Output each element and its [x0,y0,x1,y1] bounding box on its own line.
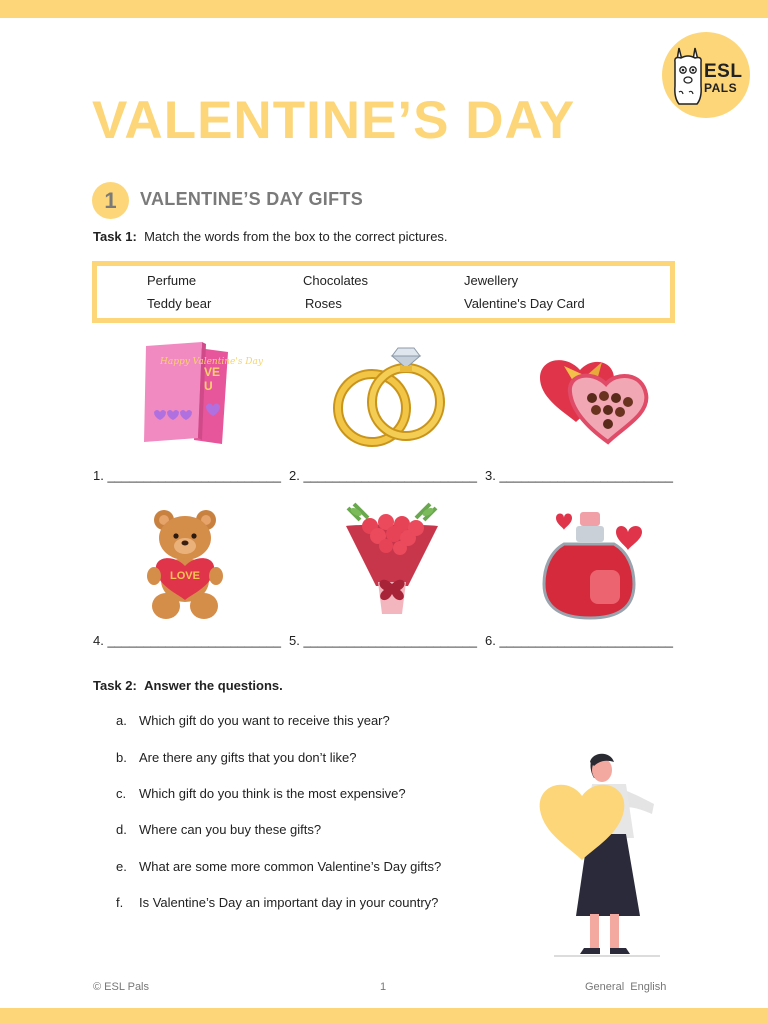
question-letter: e. [116,859,127,874]
section-number-badge: 1 [92,182,129,219]
bottom-band [0,1008,768,1024]
question-letter: f. [116,895,124,910]
word-valentines-card: Valentine's Day Card [464,296,585,311]
answer-blank-1[interactable]: 1. ________________________ [93,468,281,483]
question-letter: b. [116,750,127,765]
answer-blank-5[interactable]: 5. ________________________ [289,633,477,648]
question-f [116,895,438,910]
word-teddy-bear: Teddy bear [147,296,212,311]
perfume-picture [542,508,646,622]
task-1-label: Task 1: [93,229,137,244]
question-letter: a. [116,713,127,728]
word-perfume: Perfume [147,273,197,288]
question-b [116,750,357,765]
question-c [116,786,406,801]
question-letter: d. [116,822,127,837]
page-title: VALENTINE’S DAY [92,91,576,150]
footer-page-number: 1 [380,981,387,993]
answer-blank-6[interactable]: 6. ________________________ [485,633,673,648]
woman-holding-heart-illustration [534,748,664,962]
valentines-card-picture [140,342,263,446]
question-e [116,859,441,874]
task-2-label: Task 2: [93,678,137,693]
rings-picture [328,344,448,448]
question-letter: c. [116,786,127,801]
llama-icon [671,46,705,106]
question-text: Which gift do you want to receive this year? [139,713,390,728]
question-text: Where can you buy these gifts? [139,822,322,837]
question-d [116,822,321,837]
esl-pals-logo [662,32,750,118]
svg-text:U: U [204,379,213,393]
top-band [0,0,768,18]
section-title: VALENTINE’S DAY GIFTS [140,189,364,209]
answer-blank-4[interactable]: 4. ________________________ [93,633,281,648]
word-box [92,261,675,323]
task-2-instruction [93,678,283,693]
word-chocolates: Chocolates [303,273,369,288]
task-1-instruction [93,229,448,244]
footer-copyright: © ESL Pals [93,981,149,993]
answer-blank-2[interactable]: 2. ________________________ [289,468,477,483]
roses-bouquet-picture [342,502,442,618]
logo-wordmark [704,62,742,94]
chocolates-picture [536,352,662,448]
logo-line-1: ESL [704,61,743,82]
card-text: Happy Valentine's Day [160,357,263,367]
question-text: Is Valentine’s Day an important day in your country? [139,895,439,910]
question-text: Which gift do you think is the most expensive? [139,786,406,801]
task-1-text: Match the words from the box to the correct pictures. [144,229,448,244]
teddy-bear-picture [146,508,224,622]
word-roses: Roses [305,296,342,311]
word-jewellery: Jewellery [464,273,519,288]
task-2-text: Answer the questions. [144,678,283,693]
question-text: What are some more common Valentine’s Day gifts? [139,859,442,874]
question-a [116,713,390,728]
question-text: Are there any gifts that you don’t like? [139,750,357,765]
logo-line-2: PALS [704,81,738,95]
svg-text:VE: VE [204,365,221,379]
answer-blank-3[interactable]: 3. ________________________ [485,468,673,483]
teddy-heart-text: LOVE [170,570,200,582]
footer-course: General English [585,981,667,993]
